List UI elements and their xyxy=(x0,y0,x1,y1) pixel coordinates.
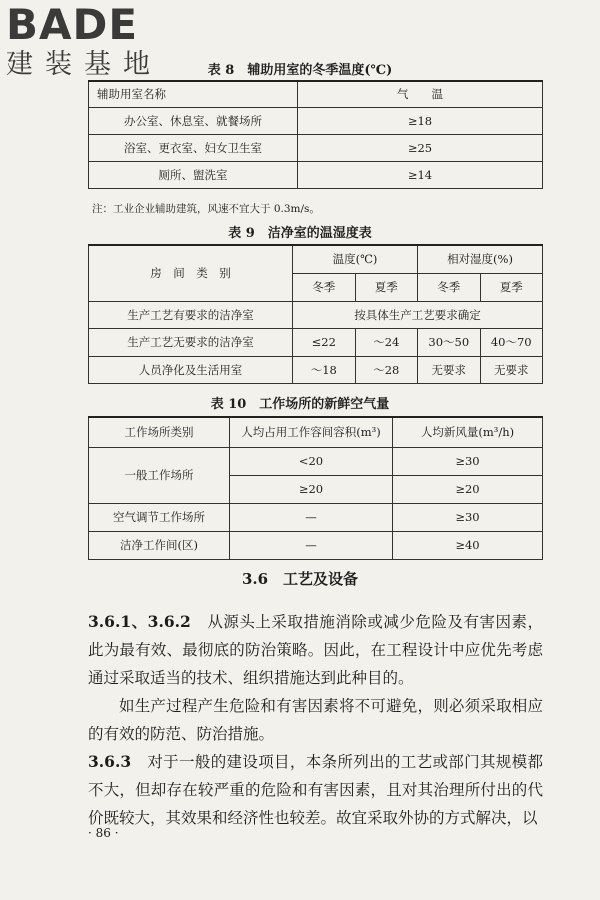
table8-cell: ≥18 xyxy=(298,107,543,134)
paragraph-text: 从源头上采取措施消除或减少危险及有害因素，此为最有效、最彻底的防治策略。因此，在工程设计中应优先考虑通过采取适当的技术、组织措施达到此种目的。 xyxy=(88,613,543,687)
table10-header: 工作场所类别 xyxy=(89,417,230,447)
table9-header-humidity: 相对湿度(%) xyxy=(418,245,543,273)
table10-header: 人均占用工作容间容积(m³) xyxy=(230,417,393,447)
paragraph-3-6-3 xyxy=(88,748,543,832)
table8-cell: ≥14 xyxy=(298,161,543,188)
table8-header-name: 辅助用室名称 xyxy=(89,81,298,107)
table9-cell: ≤22 xyxy=(292,328,355,356)
table10-cell: — xyxy=(230,503,393,531)
table10-cell: ≥30 xyxy=(393,447,543,475)
table10-caption: 表 10 工作场所的新鲜空气量 xyxy=(210,397,390,412)
table9-sub-winter: 冬季 xyxy=(418,273,480,301)
table10-cell: <20 xyxy=(230,447,393,475)
table9-sub-summer: 夏季 xyxy=(355,273,417,301)
table10-cell: — xyxy=(230,531,393,559)
logo-subtext: 建装基地 xyxy=(6,49,162,80)
table9-cell: ～24 xyxy=(355,328,417,356)
section-title: 3.6 工艺及设备 xyxy=(241,570,359,588)
paragraph-continuation: 如生产过程产生危险和有害因素将不可避免，则必须采取相应的有效的防范、防治措施。 xyxy=(88,697,543,743)
table9-header-room: 房 间 类 别 xyxy=(89,245,293,301)
table9-header-temp: 温度(℃) xyxy=(292,245,417,273)
table10-header: 人均新风量(m³/h) xyxy=(393,417,543,447)
table9-cell: 30～50 xyxy=(418,328,480,356)
table8 xyxy=(88,80,543,189)
paragraph-text: 对于一般的建设项目，本条所列出的工艺或部门其规模都不大，但却存在较严重的危险和有害因素，且对其治理所付出的代价既较大，其效果和经济性也较差。故宜采取外协的方式解决，以 xyxy=(88,753,543,827)
table9-cell: 无要求 xyxy=(480,356,543,383)
table10-cell: 一般工作场所 xyxy=(89,447,230,503)
clause-number: 3.6.1、3.6.2 xyxy=(88,612,191,631)
page-number: · 86 · xyxy=(88,826,119,840)
table9-cell: 40～70 xyxy=(480,328,543,356)
table9-cell: ～28 xyxy=(355,356,417,383)
clause-number: 3.6.3 xyxy=(88,752,132,771)
table10-cell: ≥30 xyxy=(393,503,543,531)
paragraph-3-6-1 xyxy=(88,608,543,692)
table9-cell: 生产工艺有要求的洁净室 xyxy=(89,301,293,328)
table9-cell: 无要求 xyxy=(418,356,480,383)
table9-sub-summer: 夏季 xyxy=(480,273,543,301)
table8-caption: 表 8 辅助用室的冬季温度(℃) xyxy=(207,63,393,78)
table9 xyxy=(88,244,543,384)
table10-cell: ≥20 xyxy=(230,475,393,503)
table9-cell: ～18 xyxy=(292,356,355,383)
table8-cell: 浴室、更衣室、妇女卫生室 xyxy=(89,134,298,161)
table8-header-temp: 气 温 xyxy=(298,81,543,107)
table9-caption: 表 9 洁净室的温湿度表 xyxy=(228,226,372,241)
watermark-logo xyxy=(6,2,186,92)
table9-sub-winter: 冬季 xyxy=(292,273,355,301)
table8-cell: 办公室、休息室、就餐场所 xyxy=(89,107,298,134)
table9-cell: 按具体生产工艺要求确定 xyxy=(292,301,542,328)
table10-cell: ≥40 xyxy=(393,531,543,559)
table10-cell: ≥20 xyxy=(393,475,543,503)
table10 xyxy=(88,416,543,560)
table9-cell: 人员净化及生活用室 xyxy=(89,356,293,383)
table8-note: 注：工业企业辅助建筑，风速不宜大于 0.3m/s。 xyxy=(92,203,320,215)
table10-cell: 洁净工作间(区) xyxy=(89,531,230,559)
logo-text: BADE xyxy=(6,0,139,49)
table8-cell: 厕所、盥洗室 xyxy=(89,161,298,188)
table8-cell: ≥25 xyxy=(298,134,543,161)
table9-cell: 生产工艺无要求的洁净室 xyxy=(89,328,293,356)
table10-cell: 空气调节工作场所 xyxy=(89,503,230,531)
